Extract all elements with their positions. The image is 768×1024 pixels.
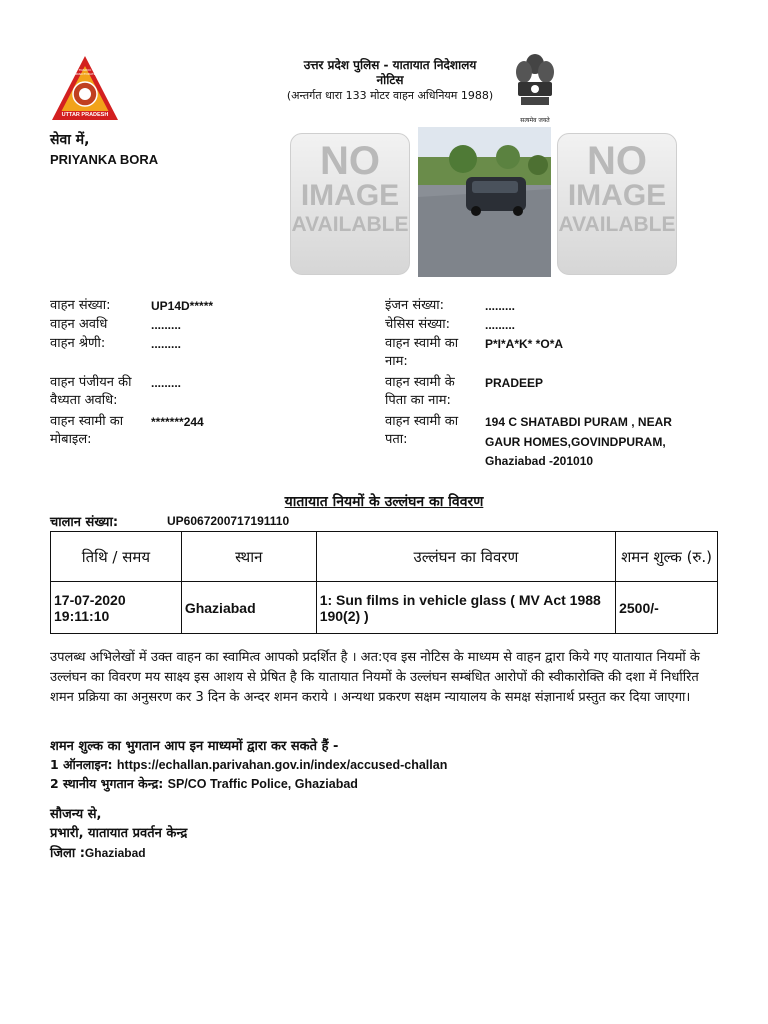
engine-number-label: इंजन संख्या: [385,298,445,313]
cell-location: Ghaziabad [181,582,316,634]
payment-local-value: SP/CO Traffic Police, Ghaziabad [167,777,358,791]
header-location: स्थान [181,532,316,582]
payment-online-label: 1 ऑनलाइन: [50,757,113,772]
registration-validity-label: वाहन पंजीयन की वैध्यता अवधि: [50,375,132,408]
payment-heading: शमन शुल्क का भुगतान आप इन माध्यमों द्वारा कर सकते हैं - [50,739,339,754]
table-row [51,582,718,634]
payment-online-line [50,756,447,773]
signature-designation: प्रभारी, यातायात प्रवर्तन केन्द्र [50,826,188,841]
traffic-directorate-logo [50,54,120,124]
signature-district [50,843,146,861]
evidence-photo [418,127,551,277]
violation-table [50,531,718,634]
logo-bottom-text: UTTAR PRADESH [61,112,109,118]
header-line-3: (अन्तर्गत धारा 133 मोटर वाहन अधिनियम 1988) [286,89,494,102]
owner-name-value: P*I*A*K* *O*A [485,337,564,351]
recipient-name: PRIYANKA BORA [50,152,159,167]
emblem-motto: सत्यमेव जयते [520,117,550,124]
cell-date-time: 17-07-2020 19:11:10 [51,582,182,634]
vehicle-number-label: वाहन संख्या: [50,298,111,313]
header-date-time: तिथि / समय [51,532,182,582]
cell-fine-amount: 2500/- [616,582,718,634]
owner-name-label: वाहन स्वामी का नाम: [385,336,459,369]
owner-address-value: 194 C SHATABDI PURAM , NEAR GAUR HOMES,GOVINDPURAM, Ghaziabad -201010 [485,415,672,468]
engine-number-value: ......... [485,299,516,313]
vehicle-period-label: वाहन अवधि [50,317,108,332]
header-line-2: नोटिस [376,73,404,87]
logo-top-text: TRAFFIC DIRECTORATE [74,68,96,76]
payment-online-link[interactable]: https://echallan.parivahan.gov.in/index/accused-challan [116,758,448,772]
district-label: जिला : [50,846,85,861]
challan-number-value: UP6067200717191110 [167,514,290,528]
vehicle-period-value: ......... [151,318,182,332]
registration-validity-value: ......... [151,376,182,390]
chassis-number-label: चेसिस संख्या: [385,317,451,332]
violation-section-title: यातायात नियमों के उल्लंघन का विवरण [284,494,484,510]
header-line-1: उत्तर प्रदेश पुलिस - यातायात निदेशालय [303,58,477,72]
violation-table-header-row [51,532,718,582]
salutation: सेवा में, [50,132,90,148]
cell-violation-detail: 1: Sun films in vehicle glass ( MV Act 1988 190(2) ) [316,582,615,634]
notice-paragraph: उपलब्ध अभिलेखों में उक्त वाहन का स्वामित्व आपको प्रदर्शित है । अत:एव इस नोटिस के माध्यम से वाहन द्वारा किये गए यातायात नियमों के उल्लंघन का विवरण मय साक्ष्य इस आशय से प्रेषित है कि यातायात नियमों के उल्लंघन सम्बंधित आरोपों की स्वीकारोक्ति की दशा में निर्धारित शमन प्रक्रिया का अनुसरण कर 3 दिन के अन्दर शमन कराये । अन्यथा प्रकरण सक्षम न्यायालय के समक्ष संज्ञानार्थ प्रस्तुत कर दिया जाएगा। [50,650,700,705]
payment-local-label: 2 स्थानीय भुगतान केन्द्र: [50,776,164,791]
notice-header [150,58,630,103]
evidence-image-placeholder-left: NO IMAGE AVAILABLE [290,133,410,275]
national-emblem [512,52,558,122]
owner-father-name-label: वाहन स्वामी के पिता का नाम: [385,375,455,408]
evidence-image-placeholder-right: NO IMAGE AVAILABLE [557,133,677,275]
header-violation-detail: उल्लंघन का विवरण [316,532,615,582]
vehicle-number-value: UP14D***** [151,299,214,313]
owner-address-label: वाहन स्वामी का पता: [385,414,459,447]
chassis-number-value: ......... [485,318,516,332]
district-value: Ghaziabad [84,846,146,860]
header-fine-amount: शमन शुल्क (रु.) [616,532,718,582]
vehicle-category-value: ......... [151,337,182,351]
owner-mobile-value: *******244 [151,415,204,429]
challan-number-label: चालान संख्या: [50,515,119,530]
vehicle-category-label: वाहन श्रेणी: [50,336,106,351]
owner-father-name-value: PRADEEP [485,376,544,390]
signature-courtesy: सौजन्य से, [50,807,102,822]
payment-local-line [50,775,358,792]
owner-mobile-label: वाहन स्वामी का मोबाइल: [50,414,124,447]
